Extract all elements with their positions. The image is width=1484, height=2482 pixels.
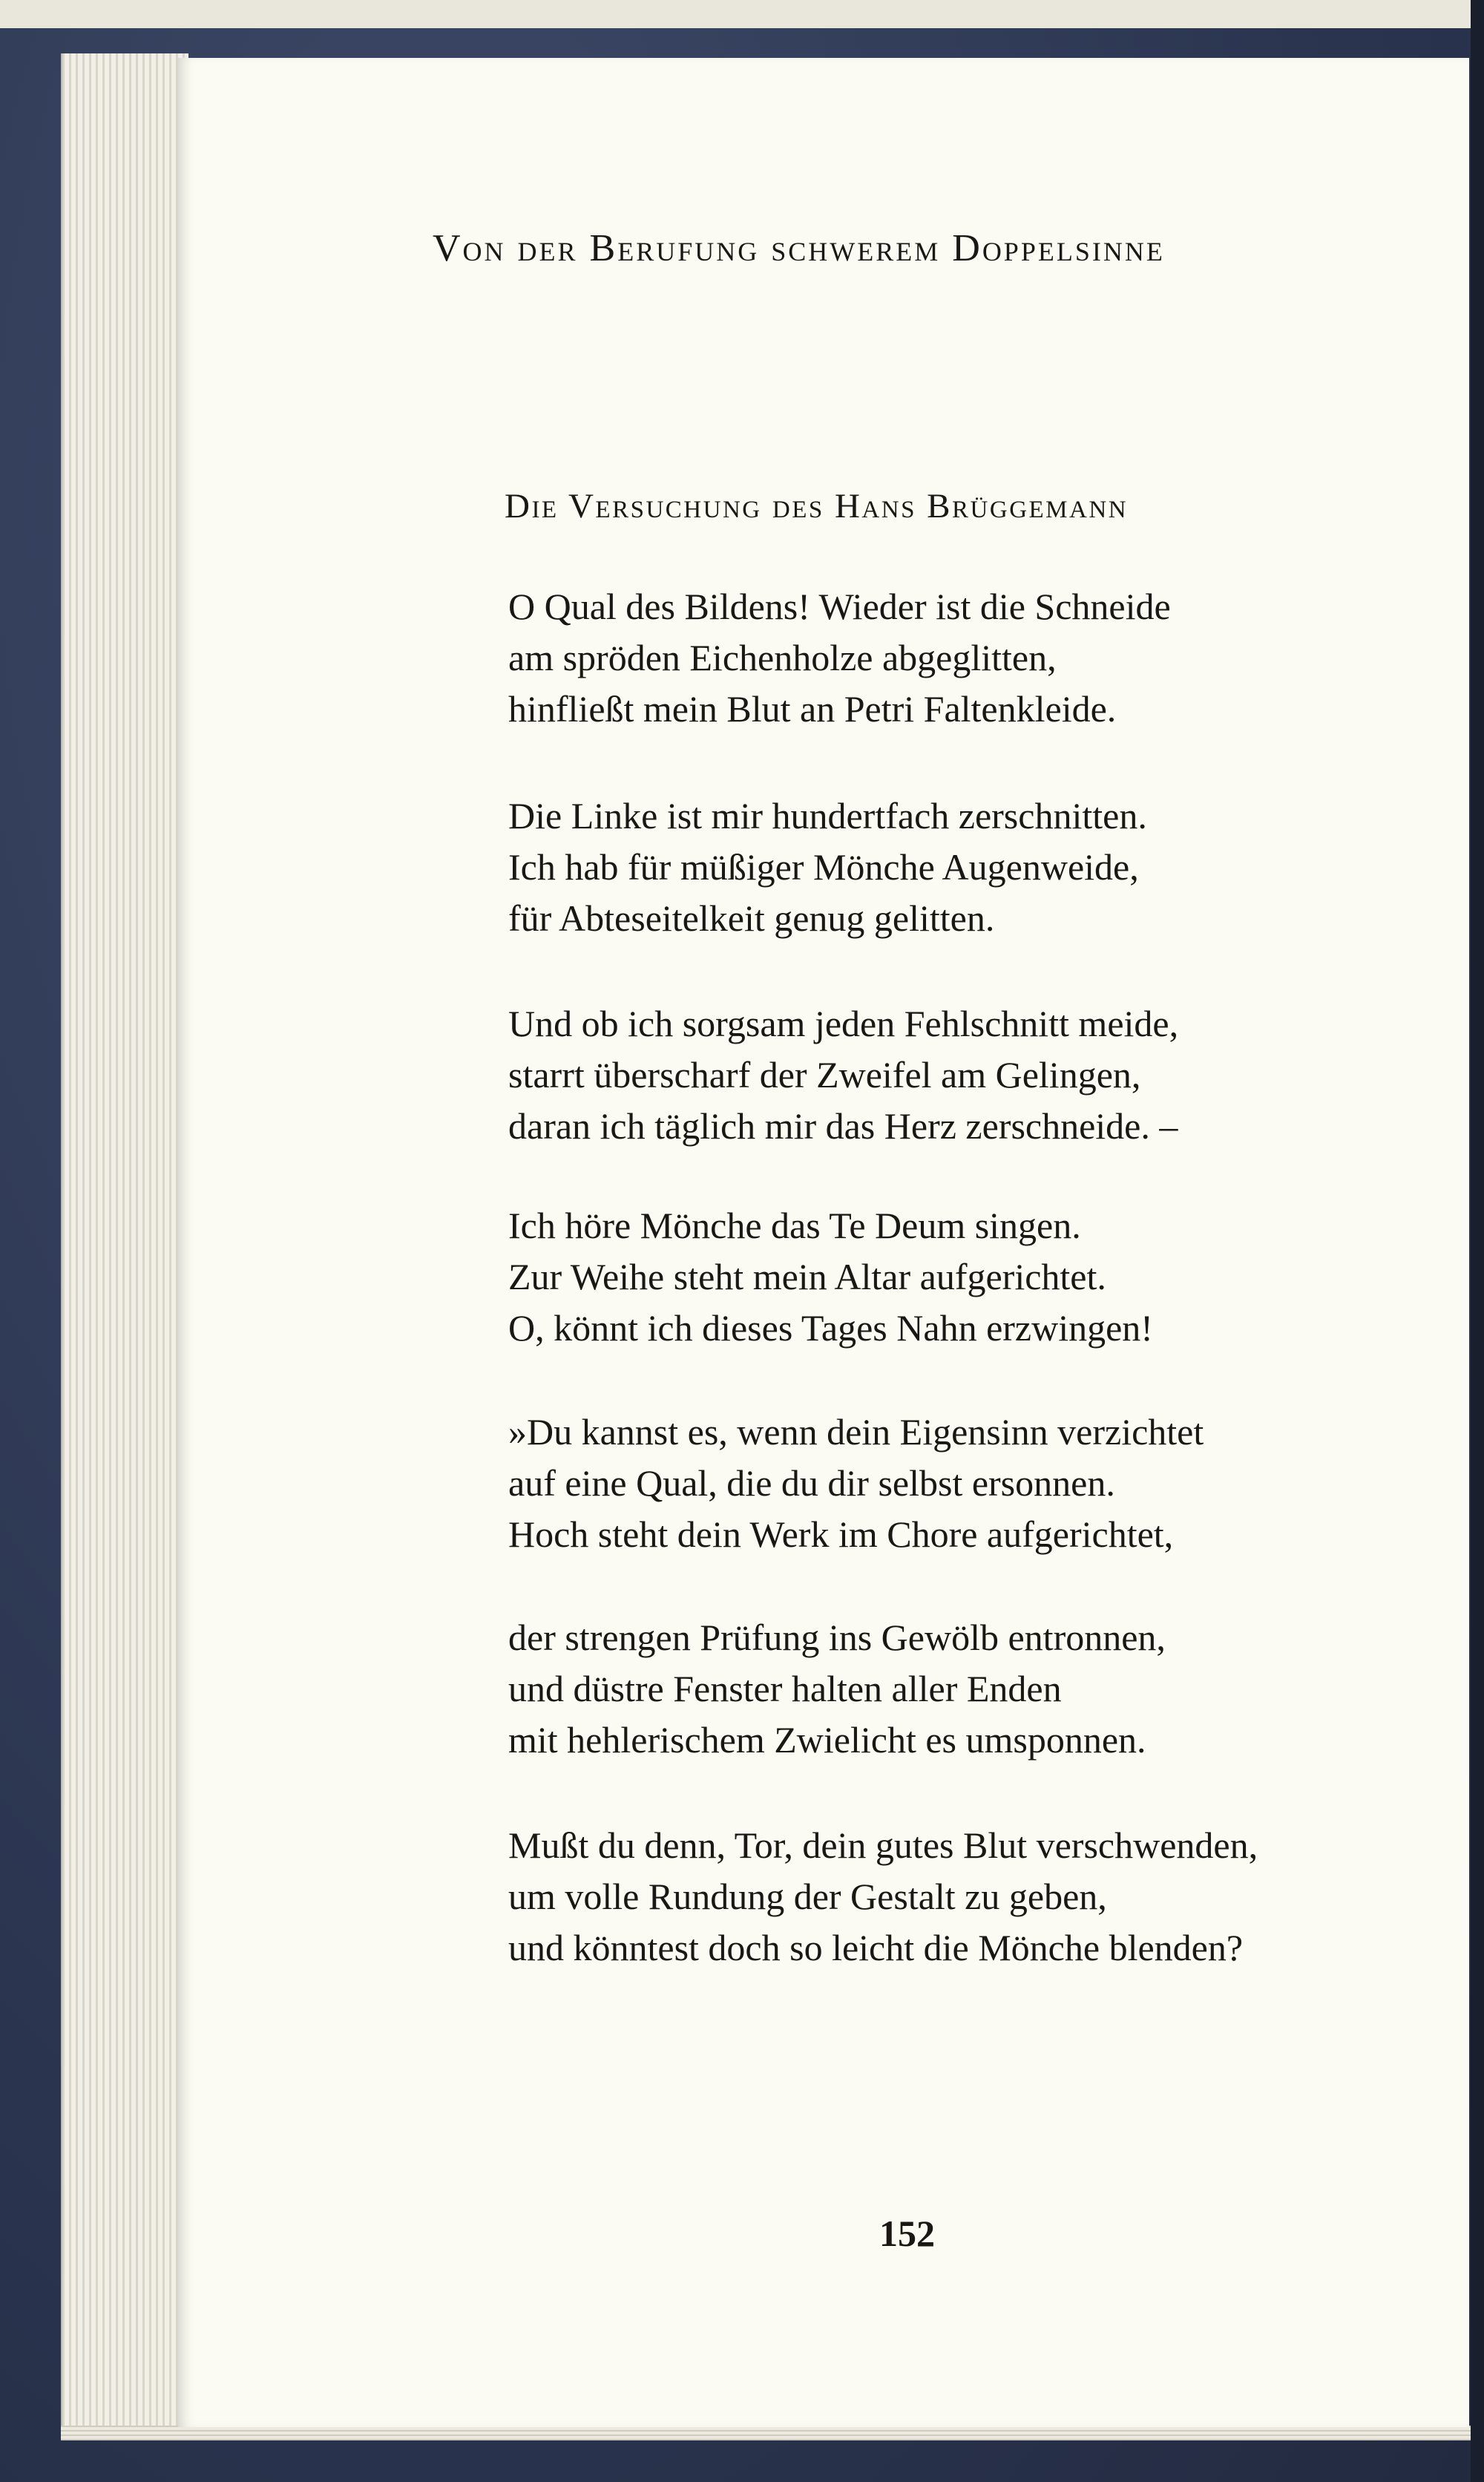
page-number: 152 bbox=[879, 2213, 935, 2254]
verse-line: O Qual des Bildens! Wieder ist die Schneide bbox=[508, 586, 1171, 627]
page-block-edge bbox=[61, 53, 188, 2429]
stanza-1 bbox=[508, 581, 1421, 735]
verse-line: der strengen Prüfung ins Gewölb entronnen, bbox=[508, 1617, 1166, 1658]
verse-line: Ich höre Mönche das Te Deum singen. bbox=[508, 1205, 1081, 1246]
stanza-6 bbox=[508, 1612, 1421, 1766]
verse-line: und düstre Fenster halten aller Enden bbox=[508, 1668, 1062, 1709]
verse-line: am spröden Eichenholze abgeglitten, bbox=[508, 637, 1057, 678]
stanza-2 bbox=[508, 790, 1421, 944]
verse-line: Hoch steht dein Werk im Chore aufgerichtet, bbox=[508, 1513, 1174, 1555]
running-head: Von der Berufung schwerem Doppelsinne bbox=[433, 227, 1165, 269]
verse-line: Zur Weihe steht mein Altar aufgerichtet. bbox=[508, 1256, 1106, 1297]
cover-right-edge bbox=[1471, 0, 1484, 2482]
page-block-bottom-edge bbox=[61, 2426, 1471, 2440]
stanza-7 bbox=[508, 1820, 1421, 1974]
verse-line: hinfließt mein Blut an Petri Faltenkleide. bbox=[508, 688, 1117, 730]
verse-line: Ich hab für müßiger Mönche Augenweide, bbox=[508, 846, 1139, 888]
verse-line: Die Linke ist mir hundertfach zerschnitten. bbox=[508, 795, 1147, 836]
poem-title: Die Versuchung des Hans Brüggemann bbox=[505, 487, 1129, 525]
stanza-5 bbox=[508, 1407, 1421, 1560]
verse-line: und könntest doch so leicht die Mönche blenden? bbox=[508, 1927, 1244, 1968]
verse-line: Mußt du denn, Tor, dein gutes Blut verschwenden, bbox=[508, 1824, 1258, 1866]
verse-line: auf eine Qual, die du dir selbst ersonnen. bbox=[508, 1462, 1115, 1504]
stanza-3 bbox=[508, 998, 1421, 1152]
verse-line: um volle Rundung der Gestalt zu geben, bbox=[508, 1876, 1107, 1917]
verse-line: »Du kannst es, wenn dein Eigensinn verzichtet bbox=[508, 1411, 1204, 1453]
stanza-4 bbox=[508, 1200, 1421, 1354]
verse-line: Und ob ich sorgsam jeden Fehlschnitt meide, bbox=[508, 1003, 1179, 1044]
verse-line: daran ich täglich mir das Herz zerschneide. – bbox=[508, 1105, 1178, 1147]
verse-line: O, könnt ich dieses Tages Nahn erzwingen! bbox=[508, 1307, 1153, 1349]
background-top-edge bbox=[0, 0, 1484, 28]
verse-line: mit hehlerischem Zwielicht es umsponnen. bbox=[508, 1719, 1146, 1761]
verse-line: starrt überscharf der Zweifel am Gelingen, bbox=[508, 1054, 1141, 1096]
verse-line: für Abteseitelkeit genug gelitten. bbox=[508, 897, 995, 939]
